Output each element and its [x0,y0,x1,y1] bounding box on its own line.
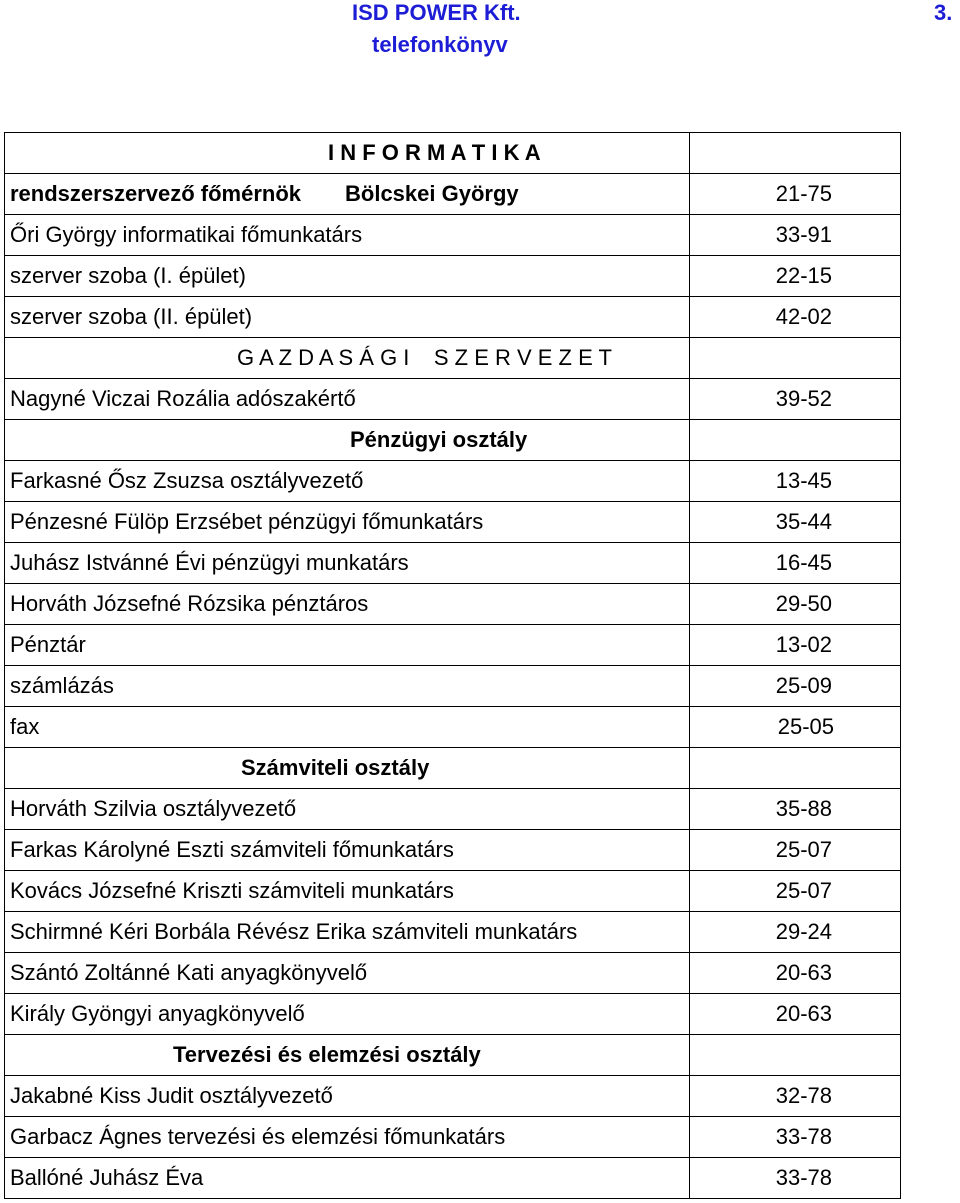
entry-name: Horváth Szilvia osztályvezető [5,789,690,830]
table-row [5,625,901,666]
section-title-szamviteli: Számviteli osztály [5,748,690,789]
company-name: ISD POWER Kft. [352,0,521,25]
table-row [5,297,901,338]
entry-phone: 21-75 [690,174,901,215]
entry-name: számlázás [5,666,690,707]
section-title-penzugyi: Pénzügyi osztály [5,420,690,461]
entry-phone: 39-52 [690,379,901,420]
section-header-row [5,1035,901,1076]
entry-person: Bölcskei György [345,181,519,206]
entry-phone: 25-07 [690,830,901,871]
entry-phone: 22-15 [690,256,901,297]
entry-phone: 13-02 [690,625,901,666]
entry-phone: 35-88 [690,789,901,830]
entry-phone: 25-05 [690,707,901,748]
entry-name: Farkas Károlyné Eszti számviteli főmunkatárs [5,830,690,871]
table-row [5,994,901,1035]
entry-name: Juhász Istvánné Évi pénzügyi munkatárs [5,543,690,584]
section-header-row [5,338,901,379]
table-row [5,502,901,543]
entry-name: szerver szoba (II. épület) [5,297,690,338]
section-title-tervezesi: Tervezési és elemzési osztály [5,1035,690,1076]
section-title-gazdasagi: G A Z D A S Á G I S Z E R V E Z E T [5,338,690,379]
entry-role: rendszerszervező főmérnök [10,181,301,206]
entry-name: Szántó Zoltánné Kati anyagkönyvelő [5,953,690,994]
section-title-informatika: I N F O R M A T I K A [5,133,690,174]
entry-name: Garbacz Ágnes tervezési és elemzési főmunkatárs [5,1117,690,1158]
entry-name: Pénztár [5,625,690,666]
table-row [5,174,901,215]
table-row [5,379,901,420]
entry-phone: 29-50 [690,584,901,625]
table-row [5,953,901,994]
table-row [5,461,901,502]
entry-phone: 16-45 [690,543,901,584]
entry-name: Horváth Józsefné Rózsika pénztáros [5,584,690,625]
document-subtitle: telefonkönyv [372,32,508,57]
entry-name: Kovács Józsefné Kriszti számviteli munkatárs [5,871,690,912]
entry-name: Ballóné Juhász Éva [5,1158,690,1199]
entry-name: Jakabné Kiss Judit osztályvezető [5,1076,690,1117]
table-row [5,912,901,953]
entry-phone: 35-44 [690,502,901,543]
entry-name: fax [5,707,690,748]
table-row [5,215,901,256]
entry-phone: 33-78 [690,1117,901,1158]
entry-phone: 32-78 [690,1076,901,1117]
entry-name: Nagyné Viczai Rozália adószakértő [5,379,690,420]
section-header-row [5,748,901,789]
entry-phone: 33-78 [690,1158,901,1199]
entry-phone: 42-02 [690,297,901,338]
table-row [5,871,901,912]
entry-phone: 13-45 [690,461,901,502]
table-row [5,666,901,707]
entry-name [5,174,690,215]
entry-name: Schirmné Kéri Borbála Révész Erika számviteli munkatárs [5,912,690,953]
entry-phone: 25-07 [690,871,901,912]
entry-phone: 20-63 [690,994,901,1035]
entry-name: Pénzesné Fülöp Erzsébet pénzügyi főmunkatárs [5,502,690,543]
table-row [5,1158,901,1199]
table-row [5,707,901,748]
entry-phone: 25-09 [690,666,901,707]
entry-phone: 29-24 [690,912,901,953]
entry-name: Őri György informatikai főmunkatárs [5,215,690,256]
page-number: 3. [934,0,953,25]
table-row [5,543,901,584]
phone-directory-table [4,132,901,1199]
table-row [5,256,901,297]
section-header-row [5,133,901,174]
entry-name: szerver szoba (I. épület) [5,256,690,297]
table-row [5,830,901,871]
entry-phone: 20-63 [690,953,901,994]
entry-phone: 33-91 [690,215,901,256]
entry-name: Farkasné Ősz Zsuzsa osztályvezető [5,461,690,502]
table-row [5,789,901,830]
entry-name: Király Gyöngyi anyagkönyvelő [5,994,690,1035]
table-row [5,1076,901,1117]
table-row [5,584,901,625]
table-row [5,1117,901,1158]
section-header-row [5,420,901,461]
